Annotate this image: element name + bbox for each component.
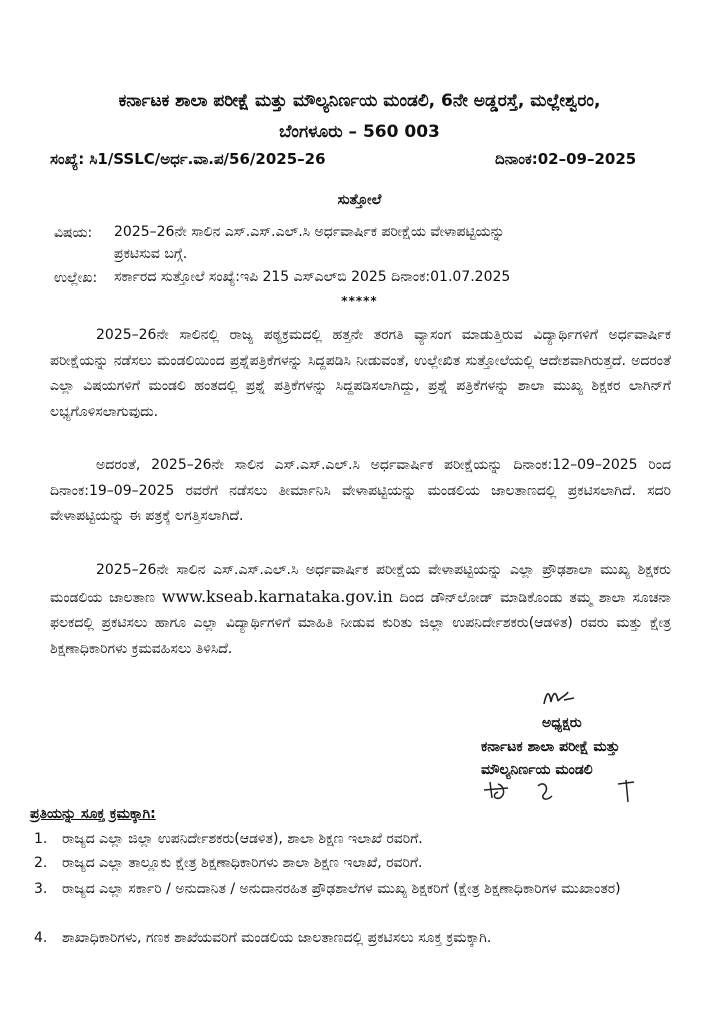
separator-stars: ***** — [341, 294, 378, 308]
copy-to-item-number: 3. — [34, 881, 48, 897]
copy-to-list — [34, 828, 674, 948]
copy-to-item — [34, 927, 674, 950]
copy-to-item-text: ರಾಜ್ಯದ ಎಲ್ಲಾ ತಾಲ್ಲೂಕು ಕ್ಷೇತ್ರ ಶಿಕ್ಷಣಾಧಿಕಾರಿಗಳು ಶಾಲಾ ಶಿಕ್ಷಣ ಇಲಾಖೆ, ರವರಿಗೆ. — [62, 855, 423, 871]
reference-date: ದಿನಾಂಕ:02–09–2025 — [495, 150, 637, 168]
signature-org-line2: ಮೌಲ್ಯನಿರ್ಣಯ ಮಂಡಲಿ — [481, 762, 593, 778]
copy-to-item-text: ರಾಜ್ಯದ ಎಲ್ಲಾ ಜಿಲ್ಲಾ ಉಪನಿರ್ದೇಶಕರು(ಆಡಳಿತ), ಶಾಲಾ ಶಿಕ್ಷಣ ಇಲಾಖೆ ರವರಿಗೆ. — [62, 831, 423, 847]
copy-to-item — [34, 878, 674, 924]
copy-to-item-number: 2. — [34, 855, 48, 871]
subject-line2: ಪ್ರಕಟಿಸುವ ಬಗ್ಗೆ. — [114, 246, 188, 262]
copy-to-item-text: ಶಾಖಾಧಿಕಾರಿಗಳು, ಗಣಕ ಶಾಖೆಯವರಿಗೆ ಮಂಡಲಿಯ ಜಾಲತಾಣದಲ್ಲಿ ಪ್ರಕಟಿಸಲು ಸೂಕ್ತ ಕ್ರಮಕ್ಕಾಗಿ. — [62, 930, 492, 946]
paragraph-3-text-b: ದಿಂದ ಡೌನ್‌ಲೋಡ್ ಮಾಡಿಕೊಂಡು ತಮ್ಮ ಶಾಲಾ ಸೂಚನಾ ಫಲಕದಲ್ಲಿ ಪ್ರಕಟಿಸಲು ಹಾಗೂ ಎಲ್ಲಾ ವಿದ್ಯಾರ್ಥಿಗಳಿಗೆ ಮಾಹಿತಿ ನೀಡುವ ಕುರಿತು ಜಿಲ್ಲಾ ಉಪನಿರ್ದೇಶಕರು(ಆಡಳಿತ) ರವರು ಮತ್ತು ಕ್ಷೇತ್ರ ಶಿಕ್ಷಣಾಧಿಕಾರಿಗಳು ಕ್ರಮವಹಿಸಲು ತಿಳಿಸಿದೆ. — [50, 589, 671, 657]
copy-to-item — [34, 852, 674, 875]
website-link[interactable]: www.kseab.karnataka.gov.in — [161, 586, 393, 606]
circular-title: ಸುತ್ತೋಲೆ — [337, 192, 382, 208]
paragraph-3-text-a: 2025–26ನೇ ಸಾಲಿನ ಎಸ್.ಎಸ್.ಎಲ್.ಸಿ ಅರ್ಧವಾರ್ಷಿಕ ಪರೀಕ್ಷೆಯ ವೇಳಾಪಟ್ಟಿಯನ್ನು ಎಲ್ಲಾ ಪ್ರೌಢಶಾಲಾ ಮುಖ್ಯ ಶಿಕ್ಷಕರು ಮಂಡಲಿಯ ಜಾಲತಾಣ — [50, 562, 671, 606]
copy-to-item-number: 1. — [34, 831, 48, 847]
reference-note-text: ಸರ್ಕಾರದ ಸುತ್ತೋಲೆ ಸಂಖ್ಯೆ:ಇಪಿ 215 ಎಸ್‌ಎಲ್‌ಬಿ 2025 ದಿನಾಂಕ:01.07.2025 — [114, 269, 511, 285]
copy-to-item-number: 4. — [34, 930, 48, 946]
subject-label: ವಿಷಯ: — [54, 225, 93, 241]
subject-line1: 2025–26ನೇ ಸಾಲಿನ ಎಸ್.ಎಸ್.ಎಲ್.ಸಿ ಅರ್ಧವಾರ್ಷಿಕ ಪರೀಕ್ಷೆಯ ವೇಳಾಪಟ್ಟಿಯನ್ನು — [114, 224, 505, 240]
signature-scribble — [540, 684, 580, 708]
copy-to-item — [34, 828, 674, 851]
copy-to-heading: ಪ್ರತಿಯನ್ನು ಸೂಕ್ತ ಕ್ರಮಕ್ಕಾಗಿ: — [30, 806, 156, 822]
header-title-line2: ಬೆಂಗಳೂರು – 560 003 — [279, 122, 440, 142]
paragraph-2: ಅದರಂತೆ, 2025–26ನೇ ಸಾಲಿನ ಎಸ್.ಎಸ್.ಎಲ್.ಸಿ ಅರ್ಧವಾರ್ಷಿಕ ಪರೀಕ್ಷೆಯನ್ನು ದಿನಾಂಕ:12–09–2025 ರಿಂದ ದಿನಾಂಕ:19–09–2025 ರವರೆಗೆ ನಡೆಸಲು ತೀರ್ಮಾನಿಸಿ ವೇಳಾಪಟ್ಟಿಯನ್ನು ಮಂಡಲಿಯ ಜಾಲತಾಣದಲ್ಲಿ ಪ್ರಕಟಿಸಲಾಗಿದೆ. ಸದರಿ ವೇಳಾಪಟ್ಟಿಯನ್ನು ಈ ಪತ್ರಕ್ಕೆ ಲಗತ್ತಿಸಲಾಗಿದೆ. — [50, 457, 671, 524]
header-title-line1: ಕರ್ನಾಟಕ ಶಾಲಾ ಪರೀಕ್ಷೆ ಮತ್ತು ಮೌಲ್ಯನಿರ್ಣಯ ಮಂಡಲಿ, 6ನೇ ಅಡ್ಡರಸ್ತೆ, ಮಲ್ಲೇಶ್ವರಂ, — [118, 91, 601, 111]
paragraph-3 — [50, 558, 671, 662]
paragraph-1: 2025–26ನೇ ಸಾಲಿನಲ್ಲಿ ರಾಜ್ಯ ಪಠ್ಯಕ್ರಮದಲ್ಲಿ ಹತ್ತನೇ ತರಗತಿ ವ್ಯಾಸಂಗ ಮಾಡುತ್ತಿರುವ ವಿದ್ಯಾರ್ಥಿಗಳಿಗೆ ಅರ್ಧವಾರ್ಷಿಕ ಪರೀಕ್ಷೆಯನ್ನು ನಡೆಸಲು ಮಂಡಲಿಯಿಂದ ಪ್ರಶ್ನೆಪತ್ರಿಕೆಗಳನ್ನು ಸಿದ್ದಪಡಿಸಿ ನೀಡುವಂತೆ, ಉಲ್ಲೇಖಿತ ಸುತ್ತೋಲೆಯಲ್ಲಿ ಆದೇಶವಾಗಿರುತ್ತದೆ. ಅದರಂತೆ ಎಲ್ಲಾ ವಿಷಯಗಳಿಗೆ ಮಂಡಲಿ ಹಂತದಲ್ಲಿ ಪ್ರಶ್ನೆ ಪತ್ರಿಕೆಗಳನ್ನು ಸಿದ್ದಪಡಿಸಲಾಗಿದ್ದು, ಪ್ರಶ್ನೆ ಪತ್ರಿಕೆಗಳನ್ನು ಶಾಲಾ ಮುಖ್ಯ ಶಿಕ್ಷಕರ ಲಾಗಿನ್‌ಗೆ ಲಭ್ಯಗೊಳಿಸಲಾಗುವುದು. — [50, 327, 671, 420]
copy-to-item-text: ರಾಜ್ಯದ ಎಲ್ಲಾ ಸರ್ಕಾರಿ / ಅನುದಾನಿತ / ಅನುದಾನರಹಿತ ಪ್ರೌಢಶಾಲೆಗಳ ಮುಖ್ಯ ಶಿಕ್ಷಕರಿಗೆ (ಕ್ಷೇತ್ರ ಶಿಕ್ಷಣಾಧಿಕಾರಿಗಳ ಮುಖಾಂತರ) — [62, 881, 621, 897]
handwritten-initials — [478, 776, 648, 806]
reference-number: ಸಂಖ್ಯೆ: ಸಿ1/SSLC/ಅರ್ಧ.ವಾ.ಪ/56/2025–26 — [50, 150, 326, 168]
reference-note-label: ಉಲ್ಲೇಖ: — [54, 270, 98, 286]
signature-title: ಅಧ್ಯಕ್ಷರು — [542, 715, 582, 731]
signature-org-line1: ಕರ್ನಾಟಕ ಶಾಲಾ ಪರೀಕ್ಷೆ ಮತ್ತು — [481, 739, 620, 755]
